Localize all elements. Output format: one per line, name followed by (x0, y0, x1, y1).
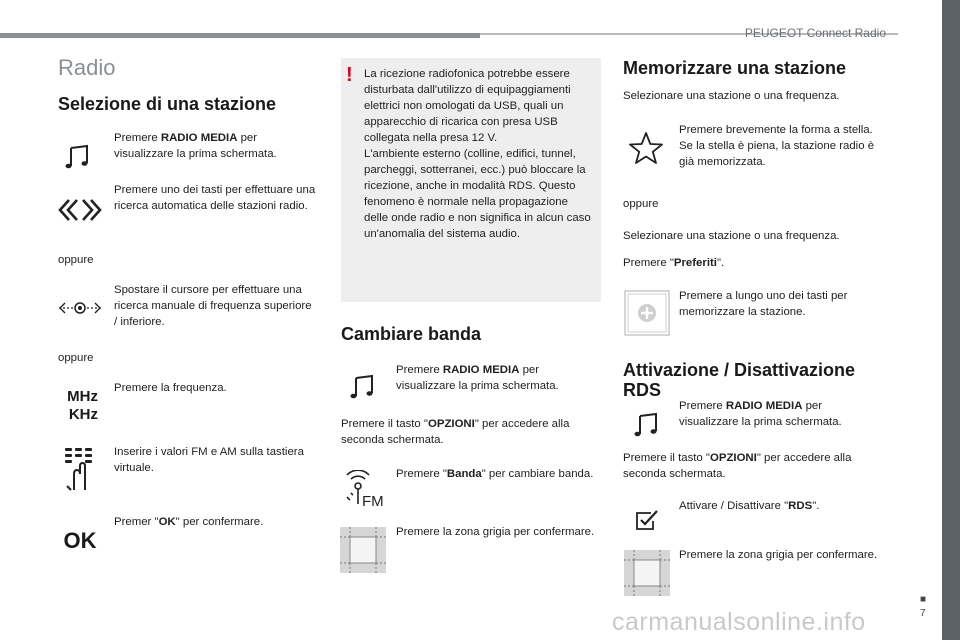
ok-icon (60, 526, 100, 556)
selection-step1: Premere RADIO MEDIA per visualizzare la prima schermata. (114, 132, 277, 160)
selection-step3: Spostare il cursore per effettuare una ricerca manuale di frequenza superiore / inferiore. (114, 284, 312, 328)
checkbox-icon (634, 508, 660, 532)
seek-arrows-icon (56, 196, 104, 224)
grey-zone-icon (340, 527, 386, 573)
memorize-intro: Selezionare una stazione o una frequenza. (623, 90, 840, 102)
rds-step3: Attivare / Disattivare "RDS". (679, 500, 820, 512)
warning-text-1: La ricezione radiofonica potrebbe essere disturbata dall'utilizzo di equipaggiamenti elettrici non omologati da USB, quali un apparecchio di ricarica con presa USB collegata nella presa 12 V. (364, 68, 571, 144)
band-step4: Premere la zona grigia per confermare. (396, 526, 595, 538)
memorize-step2: Premere "Preferiti". (623, 257, 725, 269)
side-tab (942, 0, 960, 640)
watermark: carmanualsonline.info (612, 608, 866, 636)
frequency-slider-icon (56, 294, 104, 322)
music-note-icon (631, 410, 661, 440)
selection-step2: Premere uno dei tasti per effettuare una ricerca automatica delle stazioni radio. (114, 184, 316, 212)
continuation-mark: ■ (920, 594, 927, 605)
selection-step6: Premer "OK" per confermare. (114, 516, 264, 528)
mhz-khz-icon (58, 388, 98, 424)
memorize-intro2: Selezionare una stazione o una frequenza. (623, 230, 840, 242)
selection-or1: oppure (58, 254, 94, 266)
selection-step4: Premere la frequenza. (114, 382, 227, 394)
music-note-icon (347, 372, 377, 402)
grey-zone-icon (624, 550, 670, 596)
top-rule-left (0, 33, 480, 38)
band-heading: Cambiare banda (341, 324, 482, 344)
radio-fm-icon (342, 470, 390, 510)
rds-step2: Premere il tasto "OPZIONI" per accedere alla seconda schermata. (623, 452, 852, 480)
memorize-or: oppure (623, 198, 659, 210)
memorize-step1: Premere brevemente la forma a stella. Se la stella è piena, la stazione radio è già memorizzata. (679, 124, 875, 168)
keypad-touch-icon (60, 446, 100, 492)
warning-text-2: L'ambiente esterno (colline, edifici, tunnel, parcheggi, sotterranei, ecc.) può bloccare la ricezione, anche in modalità RDS. Questo fenomeno è normale nella propagazione delle onde radio e non significa in alcun caso un'anomalia del sistema audio. (364, 148, 591, 240)
selection-or2: oppure (58, 352, 94, 364)
selection-heading: Selezione di una stazione (58, 94, 277, 114)
ok-label: OK (63, 528, 97, 553)
star-icon (626, 130, 666, 166)
header-title: PEUGEOT Connect Radio (744, 26, 886, 40)
music-note-icon (62, 142, 92, 172)
rds-heading: Attivazione / Disattivazione RDS (623, 360, 856, 400)
mhz-label: MHz (67, 388, 98, 405)
khz-label: KHz (68, 406, 98, 423)
memorize-step3: Premere a lungo uno dei tasti per memorizzare la stazione. (679, 290, 848, 318)
page-number: 7 (920, 608, 926, 619)
fm-label: FM (362, 493, 384, 510)
rds-step1: Premere RADIO MEDIA per visualizzare la prima schermata. (679, 400, 842, 428)
section-title: Radio (58, 55, 116, 80)
selection-step5: Inserire i valori FM e AM sulla tastiera virtuale. (114, 446, 304, 474)
add-favorite-icon (624, 290, 670, 336)
memorize-heading: Memorizzare una stazione (623, 58, 847, 78)
band-step1: Premere RADIO MEDIA per visualizzare la prima schermata. (396, 364, 559, 392)
rds-step4: Premere la zona grigia per confermare. (679, 549, 878, 561)
warning-icon: ! (346, 64, 353, 86)
band-step2: Premere il tasto "OPZIONI" per accedere alla seconda schermata. (341, 418, 570, 446)
band-step3: Premere "Banda" per cambiare banda. (396, 468, 594, 480)
